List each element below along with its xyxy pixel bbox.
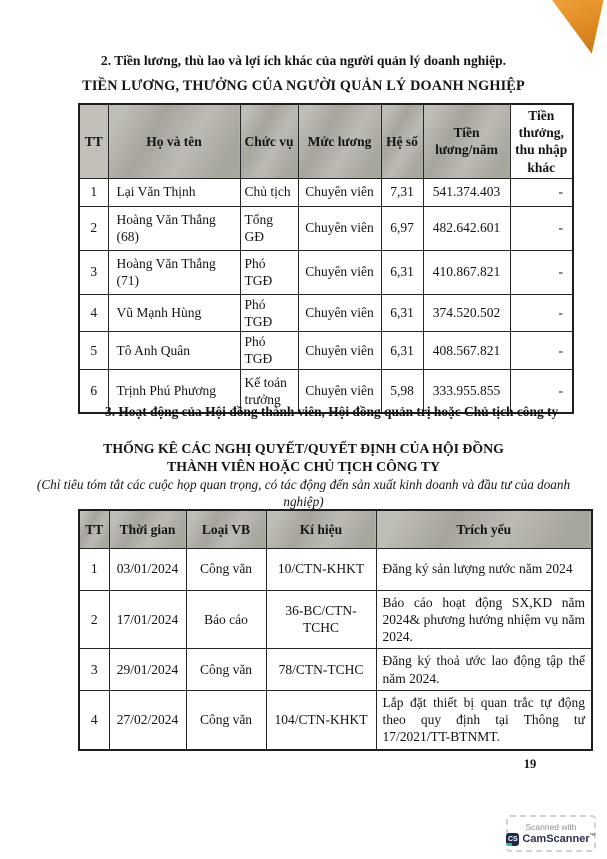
cell-summary: Báo cáo hoạt động SX,KD năm 2024& phương hướng nhiệm vụ năm 2024. <box>376 590 592 649</box>
camscanner-logo-icon: CS <box>506 833 519 846</box>
cell-salary: 374.520.502 <box>423 294 510 332</box>
resolution-row <box>79 548 592 590</box>
cell-coefficient: 5,98 <box>381 369 423 413</box>
cell-code: 78/CTN-TCHC <box>266 649 376 691</box>
resolution-table-header-row <box>79 510 592 548</box>
col-header-date: Thời gian <box>109 510 186 548</box>
col-header-name: Họ và tên <box>108 104 240 178</box>
salary-row <box>79 332 573 370</box>
cell-salary: 482.642.601 <box>423 206 510 250</box>
trademark-mark: ™ <box>589 833 596 840</box>
cell-tt: 6 <box>79 369 108 413</box>
scanned-with-label: Scanned with <box>525 821 577 832</box>
resolution-row <box>79 690 592 749</box>
cell-code: 104/CTN-KHKT <box>266 690 376 749</box>
salary-table <box>78 103 574 414</box>
cell-salary: 408.567.821 <box>423 332 510 370</box>
salary-row <box>79 294 573 332</box>
cell-grade: Chuyên viên <box>298 332 381 370</box>
cell-position: Phó TGĐ <box>240 294 298 332</box>
page-corner-fold <box>544 0 606 57</box>
cell-tt: 1 <box>79 178 108 206</box>
cell-salary: 333.955.855 <box>423 369 510 413</box>
cell-position: Chủ tịch <box>240 178 298 206</box>
scope-note <box>0 477 607 511</box>
cell-coefficient: 6,31 <box>381 294 423 332</box>
cell-bonus: - <box>510 250 573 294</box>
col-header-doc-type: Loại VB <box>186 510 266 548</box>
cell-doc-type: Công văn <box>186 548 266 590</box>
cell-coefficient: 6,31 <box>381 250 423 294</box>
cell-doc-type: Công văn <box>186 649 266 691</box>
cell-grade: Chuyên viên <box>298 178 381 206</box>
cell-doc-type: Báo cáo <box>186 590 266 649</box>
cell-coefficient: 6,97 <box>381 206 423 250</box>
salary-row <box>79 206 573 250</box>
section-2-heading: 2. Tiền lương, thù lao và lợi ích khác của người quản lý doanh nghiệp. <box>100 53 507 68</box>
cell-tt: 4 <box>79 294 108 332</box>
col-header-tt: TT <box>79 510 109 548</box>
cell-tt: 3 <box>79 649 109 691</box>
col-header-code: Kí hiệu <box>266 510 376 548</box>
cell-tt: 5 <box>79 332 108 370</box>
cell-code: 36-BC/CTN-TCHC <box>266 590 376 649</box>
salary-row <box>79 178 573 206</box>
cell-position: Phó TGĐ <box>240 250 298 294</box>
cell-salary: 541.374.403 <box>423 178 510 206</box>
camscanner-badge <box>506 815 596 852</box>
cell-name: Trịnh Phú Phương <box>108 369 240 413</box>
col-header-bonus: Tiền thưởng, thu nhập khác <box>510 104 573 178</box>
cell-tt: 2 <box>79 590 109 649</box>
cell-date: 27/02/2024 <box>109 690 186 749</box>
camscanner-brand-name: CamScanner™ <box>522 833 596 845</box>
cell-date: 03/01/2024 <box>109 548 186 590</box>
page-number: 19 <box>523 757 537 771</box>
cell-grade: Chuyên viên <box>298 369 381 413</box>
cell-tt: 2 <box>79 206 108 250</box>
salary-table-header-row <box>79 104 573 178</box>
cell-name: Vũ Mạnh Hùng <box>108 294 240 332</box>
resolution-row <box>79 590 592 649</box>
cell-position: Tổng GĐ <box>240 206 298 250</box>
resolution-table-title <box>0 440 607 476</box>
col-header-position: Chức vụ <box>240 104 298 178</box>
cell-summary: Lắp đặt thiết bị quan trắc tự động theo quy định tại Thông tư 17/2021/TT-BTNMT. <box>376 690 592 749</box>
cell-bonus: - <box>510 369 573 413</box>
cell-bonus: - <box>510 178 573 206</box>
cell-name: Hoàng Văn Thắng (68) <box>108 206 240 250</box>
cell-name: Hoàng Văn Thắng (71) <box>108 250 240 294</box>
cell-name: Tô Anh Quân <box>108 332 240 370</box>
cell-tt: 1 <box>79 548 109 590</box>
cell-doc-type: Công văn <box>186 690 266 749</box>
col-header-coefficient: Hệ số <box>381 104 423 178</box>
cell-bonus: - <box>510 332 573 370</box>
resolution-row <box>79 649 592 691</box>
cell-bonus: - <box>510 206 573 250</box>
cell-coefficient: 7,31 <box>381 178 423 206</box>
cell-tt: 3 <box>79 250 108 294</box>
col-header-tt: TT <box>79 104 108 178</box>
salary-table-title: TIỀN LƯƠNG, THƯỞNG CỦA NGƯỜI QUẢN LÝ DOANH NGHIỆP <box>82 78 525 94</box>
col-header-grade: Mức lương <box>298 104 381 178</box>
resolution-table-title-text: THỐNG KÊ CÁC NGHỊ QUYẾT/QUYẾT ĐỊNH CỦA HỘI ĐỒNG THÀNH VIÊN HOẶC CHỦ TỊCH CÔNG TY <box>103 441 504 475</box>
cell-position: Kế toán trưởng <box>240 369 298 413</box>
cell-bonus: - <box>510 294 573 332</box>
cell-date: 17/01/2024 <box>109 590 186 649</box>
cell-tt: 4 <box>79 690 109 749</box>
col-header-salary: Tiền lương/năm <box>423 104 510 178</box>
cell-grade: Chuyên viên <box>298 294 381 332</box>
cell-name: Lại Văn Thịnh <box>108 178 240 206</box>
cell-grade: Chuyên viên <box>298 206 381 250</box>
resolution-table <box>78 509 593 751</box>
cell-coefficient: 6,31 <box>381 332 423 370</box>
camscanner-brand-row <box>506 833 595 846</box>
scope-note-text: (Chỉ tiêu tóm tắt các cuộc họp quan trọng, có tác động đến sản xuất kinh doanh và đầu tư của doanh nghiệp) <box>36 477 571 509</box>
cell-summary: Đăng ký sản lượng nước năm 2024 <box>376 548 592 590</box>
cell-salary: 410.867.821 <box>423 250 510 294</box>
cell-grade: Chuyên viên <box>298 250 381 294</box>
cell-summary: Đăng ký thoả ước lao động tập thể năm 2024. <box>376 649 592 691</box>
cell-code: 10/CTN-KHKT <box>266 548 376 590</box>
section-3-heading: 3. Hoạt động của Hội đồng thành viên, Hội đồng quản trị hoặc Chủ tịch công ty <box>105 404 559 419</box>
salary-row <box>79 250 573 294</box>
cell-date: 29/01/2024 <box>109 649 186 691</box>
cell-position: Phó TGĐ <box>240 332 298 370</box>
col-header-summary: Trích yếu <box>376 510 592 548</box>
